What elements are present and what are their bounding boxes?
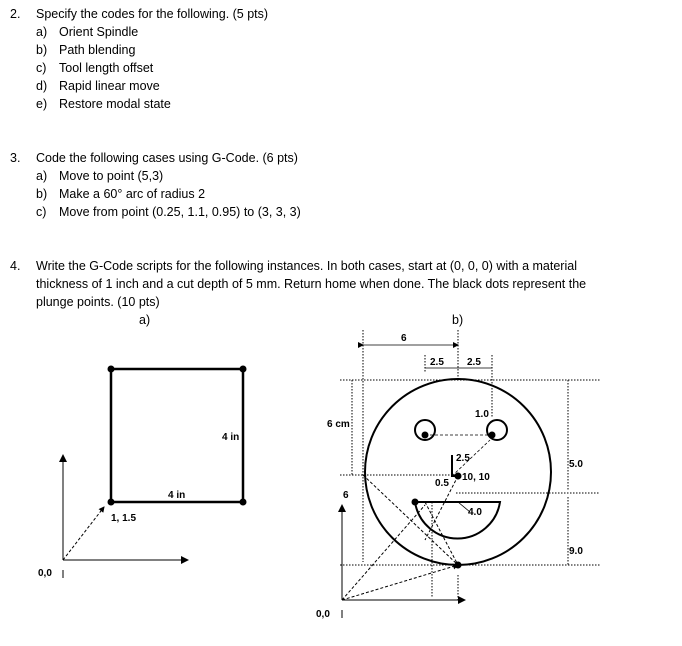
- q3-a-text: Move to point (5,3): [59, 169, 164, 183]
- fig-b-plunge-nose: [455, 473, 462, 480]
- q2-prompt: Specify the codes for the following. (5 pts): [36, 7, 269, 21]
- q2-b-letter: b): [36, 43, 48, 57]
- fig-b-path-bottom: [342, 565, 458, 600]
- q4-part-a-label: a): [139, 313, 151, 327]
- q3-a-letter: a): [36, 169, 48, 183]
- q2-d-text: Rapid linear move: [59, 79, 160, 93]
- fig-b-offset-y-label: 6: [343, 490, 349, 501]
- figure-b: [316, 330, 600, 620]
- fig-a-corner-label: 1, 1.5: [111, 513, 137, 524]
- fig-b-plunge-eye-right: [489, 432, 496, 439]
- fig-b-eye-left-dim: 2.5: [430, 357, 444, 368]
- fig-a-corner-tl: [108, 366, 115, 373]
- fig-b-plunge-eye-left: [422, 432, 429, 439]
- fig-b-outer-radius-label: 9.0: [569, 546, 583, 557]
- fig-b-plunge-bottom: [455, 562, 462, 569]
- fig-a-corner-br: [240, 499, 247, 506]
- q2-a-text: Orient Spindle: [59, 25, 139, 39]
- fig-b-nose-point-label: 10, 10: [462, 472, 490, 483]
- q2-b-text: Path blending: [59, 43, 136, 57]
- fig-a-corner-tr: [240, 366, 247, 373]
- fig-a-corner-bl: [108, 499, 115, 506]
- q3-c-text: Move from point (0.25, 1.1, 0.95) to (3, 3, 3): [59, 205, 301, 219]
- q3-b-text: Make a 60° arc of radius 2: [59, 187, 206, 201]
- q4-line-3: plunge points. (10 pts): [36, 295, 160, 309]
- fig-b-plunge-mouth: [412, 499, 419, 506]
- q3-c-letter: c): [36, 205, 47, 219]
- fig-b-nose-w-label: 0.5: [435, 478, 449, 489]
- fig-b-origin-label: 0,0: [316, 609, 330, 620]
- fig-a-rapid-path: [63, 507, 104, 560]
- q2-e-text: Restore modal state: [59, 97, 171, 111]
- q3-prompt: Code the following cases using G-Code. (6 pts): [36, 151, 298, 165]
- fig-b-path-mouth-down: [425, 502, 458, 565]
- q4-number: 4.: [10, 259, 21, 273]
- fig-a-origin-label: 0,0: [38, 568, 52, 579]
- q3-number: 3.: [10, 151, 21, 165]
- fig-b-nose-h-label: 2.5: [456, 453, 470, 464]
- fig-a-width-label: 4 in: [168, 490, 186, 501]
- q2-e-letter: e): [36, 97, 48, 111]
- q2-d-letter: d): [36, 79, 48, 93]
- q4-line-1: Write the G-Code scripts for the following instances. In both cases, start at (0, 0, 0) with a material: [36, 259, 577, 273]
- q2-a-letter: a): [36, 25, 48, 39]
- q3-b-letter: b): [36, 187, 48, 201]
- fig-a-height-label: 4 in: [222, 432, 240, 443]
- figure-a: [38, 366, 247, 580]
- fig-b-eye-radius-label: 1.0: [475, 409, 489, 420]
- fig-b-mouth-radius-label: 4.0: [468, 507, 482, 518]
- fig-b-dimension-lines: [340, 330, 600, 600]
- fig-b-face-circle: [365, 379, 551, 565]
- fig-b-upper-radius-label: 5.0: [569, 459, 583, 470]
- q2-c-letter: c): [36, 61, 47, 75]
- fig-b-eye-right-dim: 2.5: [467, 357, 481, 368]
- q4-part-b-label: b): [452, 313, 464, 327]
- q2-number: 2.: [10, 7, 21, 21]
- q4-line-2: thickness of 1 inch and a cut depth of 5 mm. Return home when done. The black dots represent the: [36, 277, 587, 291]
- fig-b-height-label: 6 cm: [327, 419, 350, 430]
- q2-c-text: Tool length offset: [59, 61, 154, 75]
- fig-b-offset-x-label: 6: [401, 333, 407, 344]
